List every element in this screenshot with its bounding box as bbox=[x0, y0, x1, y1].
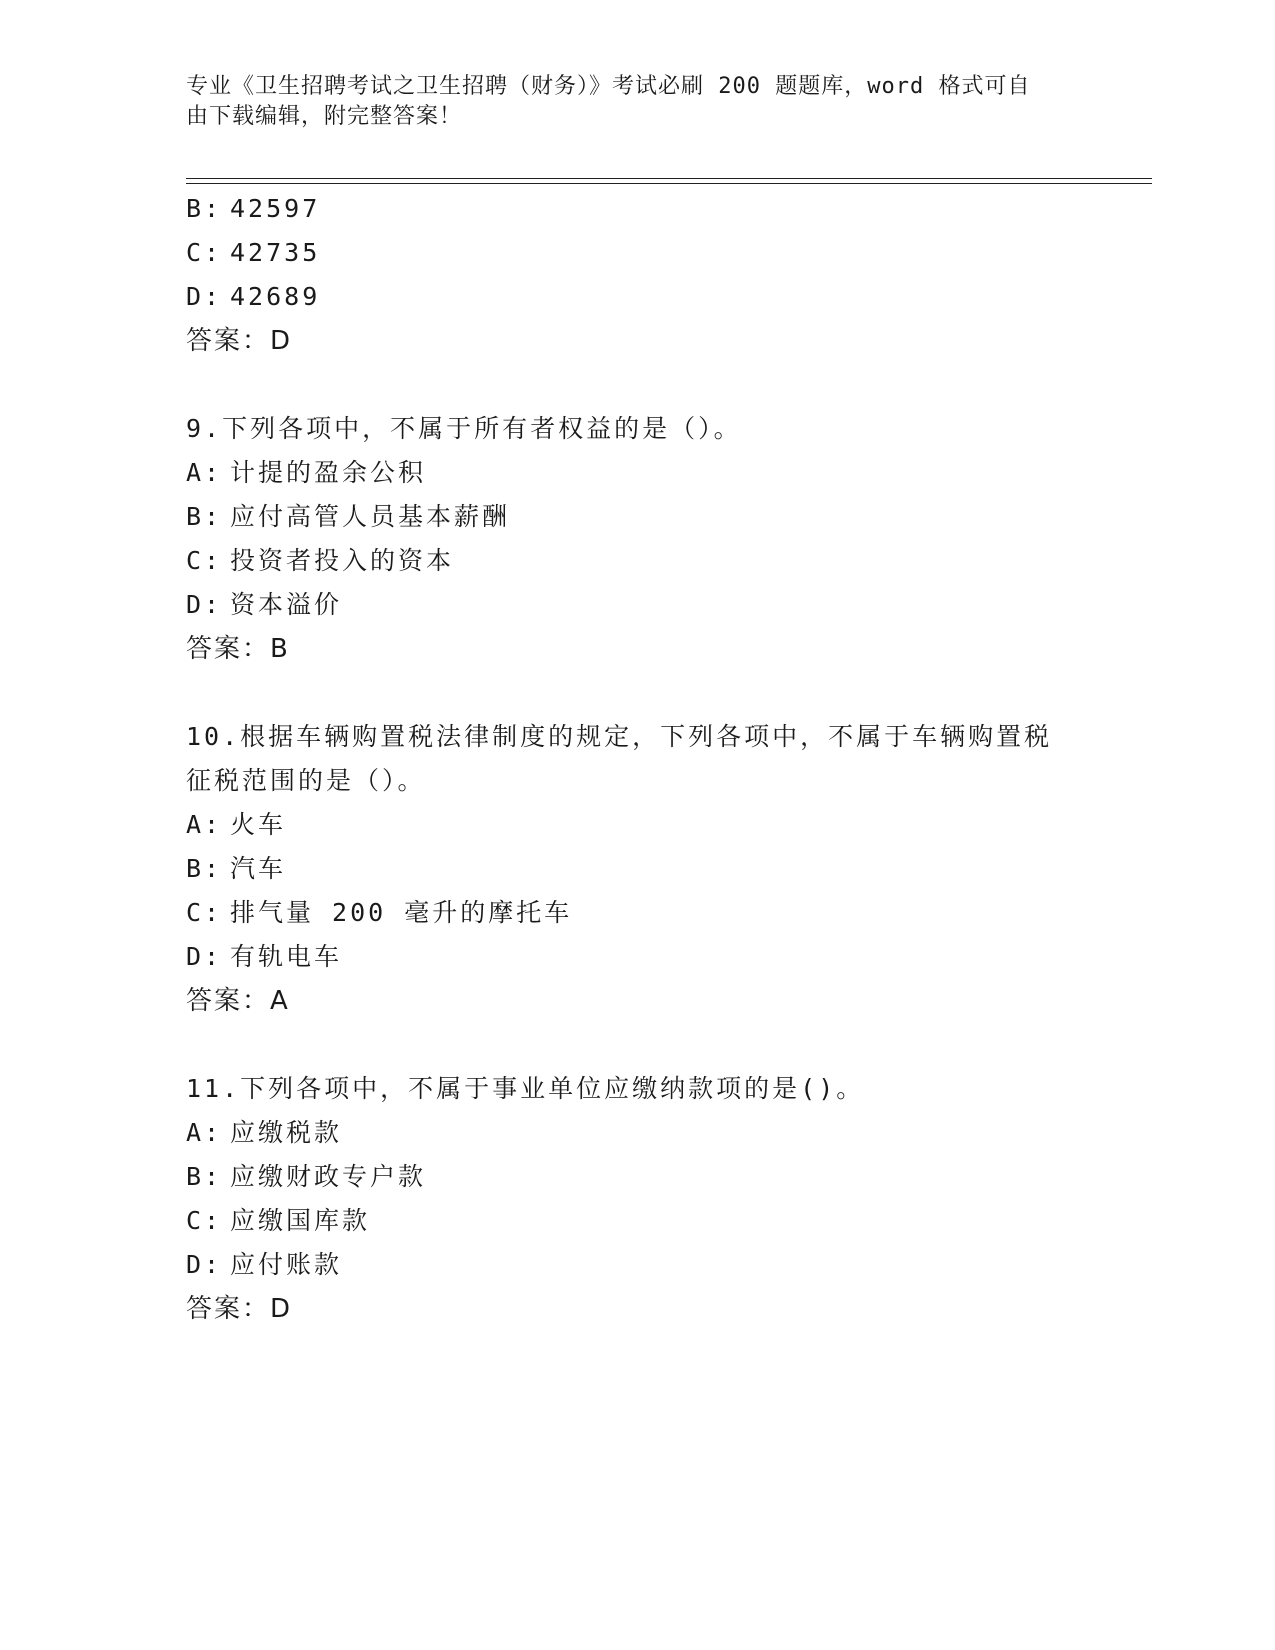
option-text: 有轨电车 bbox=[230, 942, 343, 971]
option-row bbox=[186, 810, 286, 840]
option-text: 火车 bbox=[230, 810, 287, 839]
option-text: 42597 bbox=[230, 194, 321, 223]
question-stem: 11.下列各项中，不属于事业单位应缴纳款项的是()。 bbox=[186, 1074, 865, 1103]
option-key: A: bbox=[186, 810, 223, 839]
option-row bbox=[186, 502, 510, 532]
option-key: A: bbox=[186, 1118, 223, 1147]
answer-line: 答案：D bbox=[186, 1294, 293, 1324]
option-row bbox=[186, 1162, 426, 1192]
answer-line: 答案：A bbox=[186, 986, 290, 1016]
question-stem: 10.根据车辆购置税法律制度的规定，下列各项中，不属于车辆购置税 bbox=[186, 722, 1053, 751]
answer-line: 答案：D bbox=[186, 326, 293, 356]
option-key: B: bbox=[186, 502, 223, 531]
header-divider-bottom bbox=[186, 183, 1152, 184]
option-key: A: bbox=[186, 458, 223, 487]
option-key: B: bbox=[186, 854, 223, 883]
option-key: C: bbox=[186, 238, 223, 267]
question-stem-continued: 征税范围的是（）。 bbox=[186, 766, 426, 795]
option-row bbox=[186, 458, 426, 488]
option-row bbox=[186, 1250, 342, 1280]
option-text: 应缴财政专户款 bbox=[230, 1162, 427, 1191]
option-key: D: bbox=[186, 282, 223, 311]
option-text: 资本溢价 bbox=[230, 590, 343, 619]
option-row bbox=[186, 898, 572, 928]
option-row bbox=[186, 238, 320, 268]
option-text: 应付高管人员基本薪酬 bbox=[230, 502, 511, 531]
option-text: 汽车 bbox=[230, 854, 287, 883]
option-key: C: bbox=[186, 1206, 223, 1235]
option-row bbox=[186, 546, 454, 576]
option-row bbox=[186, 194, 320, 224]
header-divider-top bbox=[186, 178, 1152, 179]
option-row bbox=[186, 942, 342, 972]
option-key: C: bbox=[186, 546, 223, 575]
option-row bbox=[186, 854, 286, 884]
option-key: C: bbox=[186, 898, 223, 927]
question-stem: 9.下列各项中，不属于所有者权益的是（）。 bbox=[186, 414, 742, 443]
option-key: D: bbox=[186, 1250, 223, 1279]
header-line-2: 由下载编辑，附完整答案！ bbox=[186, 104, 463, 129]
option-row bbox=[186, 1206, 370, 1236]
option-key: D: bbox=[186, 590, 223, 619]
option-key: B: bbox=[186, 194, 223, 223]
option-text: 计提的盈余公积 bbox=[230, 458, 427, 487]
document-header bbox=[186, 72, 1066, 132]
option-text: 应缴税款 bbox=[230, 1118, 343, 1147]
option-row bbox=[186, 590, 342, 620]
option-row bbox=[186, 282, 320, 312]
option-text: 应付账款 bbox=[230, 1250, 343, 1279]
option-key: B: bbox=[186, 1162, 223, 1191]
option-text: 投资者投入的资本 bbox=[230, 546, 455, 575]
header-line-1: 专业《卫生招聘考试之卫生招聘（财务）》考试必刷 200 题题库，word 格式可自 bbox=[186, 74, 1031, 99]
option-text: 应缴国库款 bbox=[230, 1206, 371, 1235]
option-text: 42735 bbox=[230, 238, 321, 267]
option-text: 排气量 200 毫升的摩托车 bbox=[230, 898, 573, 927]
option-row bbox=[186, 1118, 342, 1148]
answer-line: 答案：B bbox=[186, 634, 290, 664]
option-key: D: bbox=[186, 942, 223, 971]
option-text: 42689 bbox=[230, 282, 321, 311]
